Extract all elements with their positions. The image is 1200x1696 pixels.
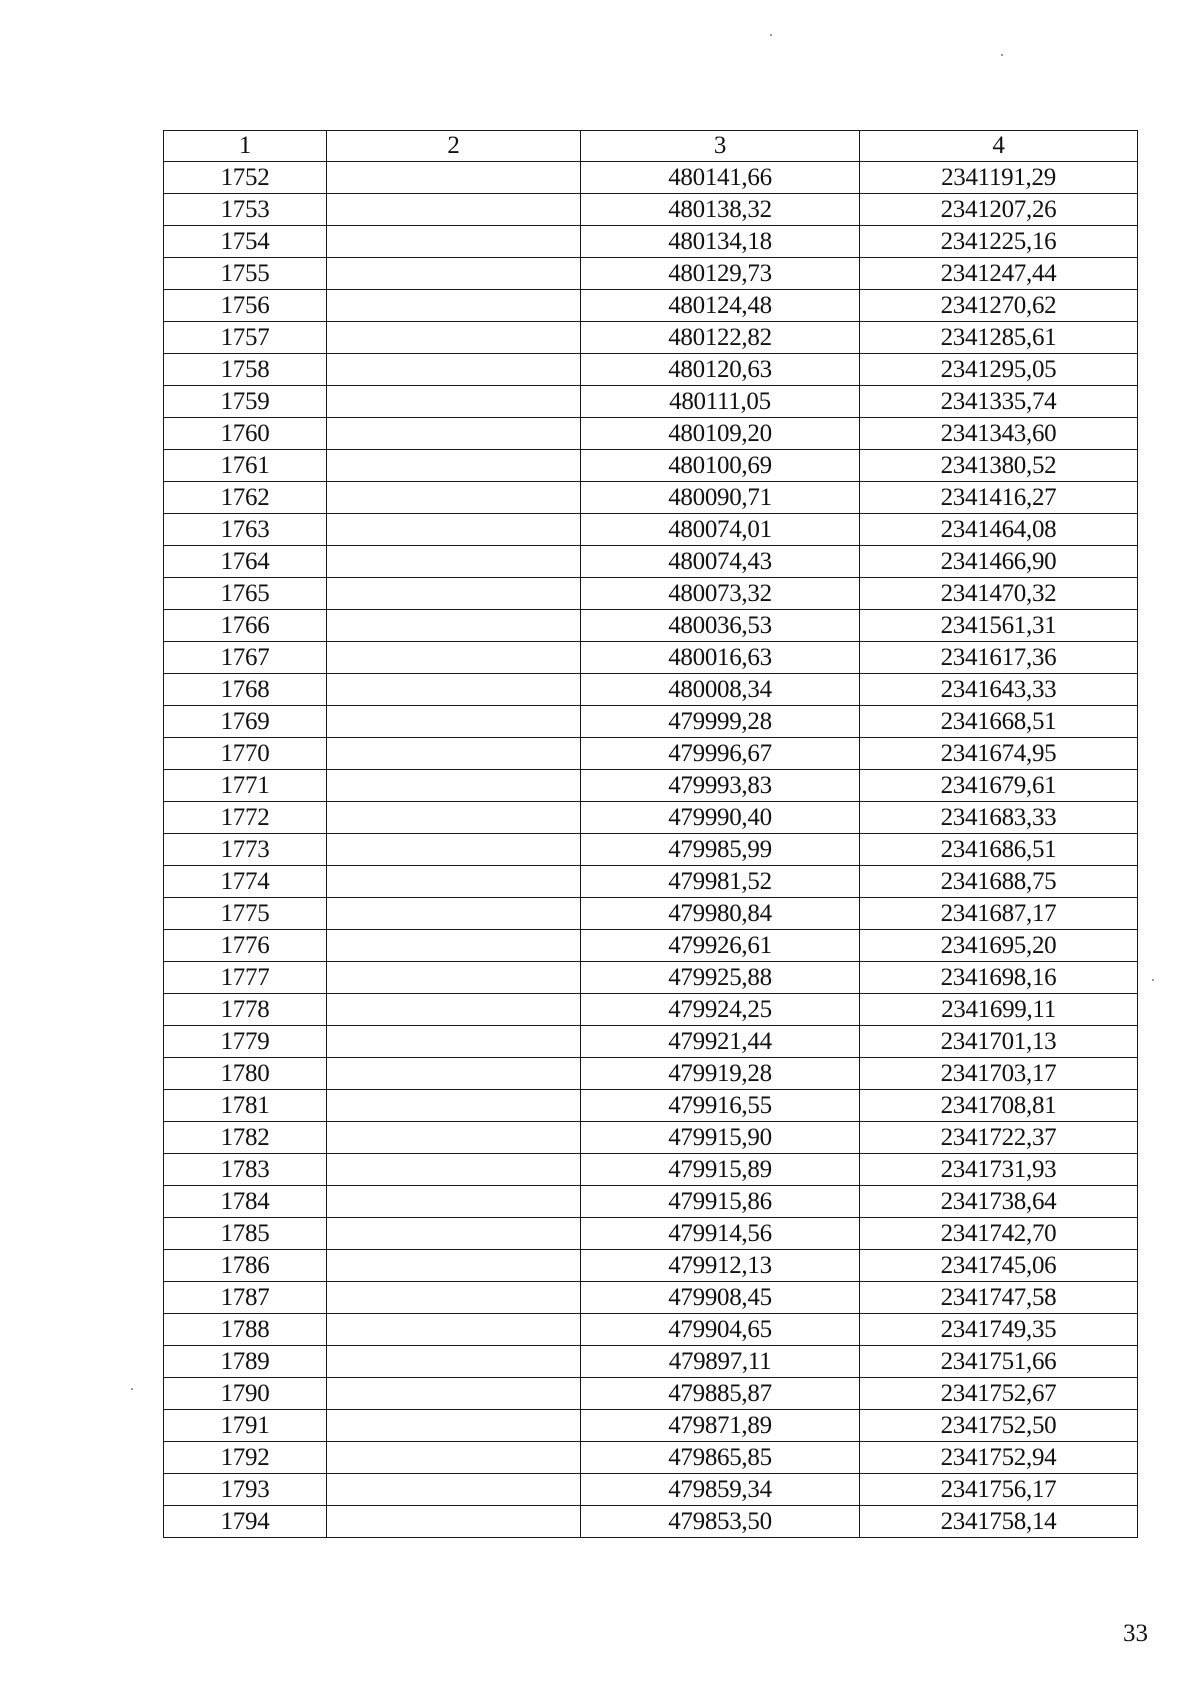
y-coordinate-cell: 2341747,58: [860, 1282, 1138, 1314]
y-coordinate-cell: 2341207,26: [860, 194, 1138, 226]
point-number-cell: 1772: [164, 802, 327, 834]
point-number-cell: 1757: [164, 322, 327, 354]
empty-cell: [327, 1378, 581, 1410]
point-number-cell: 1779: [164, 1026, 327, 1058]
empty-cell: [327, 898, 581, 930]
point-number-cell: 1758: [164, 354, 327, 386]
table-row: [164, 962, 1138, 994]
table-row: [164, 1442, 1138, 1474]
empty-cell: [327, 482, 581, 514]
y-coordinate-cell: 2341695,20: [860, 930, 1138, 962]
table-row: [164, 578, 1138, 610]
point-number-cell: 1792: [164, 1442, 327, 1474]
x-coordinate-cell: 479908,45: [581, 1282, 860, 1314]
y-coordinate-cell: 2341191,29: [860, 162, 1138, 194]
point-number-cell: 1776: [164, 930, 327, 962]
table-row: [164, 418, 1138, 450]
y-coordinate-cell: 2341752,50: [860, 1410, 1138, 1442]
empty-cell: [327, 738, 581, 770]
y-coordinate-cell: 2341687,17: [860, 898, 1138, 930]
x-coordinate-cell: 480111,05: [581, 386, 860, 418]
y-coordinate-cell: 2341674,95: [860, 738, 1138, 770]
point-number-cell: 1766: [164, 610, 327, 642]
empty-cell: [327, 546, 581, 578]
y-coordinate-cell: 2341335,74: [860, 386, 1138, 418]
x-coordinate-cell: 479985,99: [581, 834, 860, 866]
empty-cell: [327, 994, 581, 1026]
empty-cell: [327, 610, 581, 642]
point-number-cell: 1778: [164, 994, 327, 1026]
x-coordinate-cell: 479914,56: [581, 1218, 860, 1250]
x-coordinate-cell: 480129,73: [581, 258, 860, 290]
x-coordinate-cell: 479897,11: [581, 1346, 860, 1378]
x-coordinate-cell: 480073,32: [581, 578, 860, 610]
point-number-cell: 1764: [164, 546, 327, 578]
point-number-cell: 1786: [164, 1250, 327, 1282]
table-row: [164, 1250, 1138, 1282]
x-coordinate-cell: 479925,88: [581, 962, 860, 994]
empty-cell: [327, 258, 581, 290]
y-coordinate-cell: 2341752,67: [860, 1378, 1138, 1410]
empty-cell: [327, 578, 581, 610]
table-row: [164, 802, 1138, 834]
point-number-cell: 1760: [164, 418, 327, 450]
table-row: [164, 194, 1138, 226]
empty-cell: [327, 834, 581, 866]
empty-cell: [327, 1154, 581, 1186]
empty-cell: [327, 642, 581, 674]
empty-cell: [327, 322, 581, 354]
point-number-cell: 1762: [164, 482, 327, 514]
x-coordinate-cell: 479865,85: [581, 1442, 860, 1474]
y-coordinate-cell: 2341466,90: [860, 546, 1138, 578]
point-number-cell: 1755: [164, 258, 327, 290]
x-coordinate-cell: 480141,66: [581, 162, 860, 194]
point-number-cell: 1775: [164, 898, 327, 930]
y-coordinate-cell: 2341688,75: [860, 866, 1138, 898]
y-coordinate-cell: 2341749,35: [860, 1314, 1138, 1346]
x-coordinate-cell: 480134,18: [581, 226, 860, 258]
empty-cell: [327, 1186, 581, 1218]
point-number-cell: 1771: [164, 770, 327, 802]
point-number-cell: 1777: [164, 962, 327, 994]
point-number-cell: 1794: [164, 1506, 327, 1538]
table-row: [164, 290, 1138, 322]
x-coordinate-cell: 479885,87: [581, 1378, 860, 1410]
x-coordinate-cell: 479999,28: [581, 706, 860, 738]
table-row: [164, 1154, 1138, 1186]
empty-cell: [327, 226, 581, 258]
point-number-cell: 1773: [164, 834, 327, 866]
empty-cell: [327, 1410, 581, 1442]
column-header: 1: [164, 131, 327, 162]
empty-cell: [327, 1474, 581, 1506]
table-row: [164, 546, 1138, 578]
x-coordinate-cell: 479990,40: [581, 802, 860, 834]
table-row: [164, 706, 1138, 738]
x-coordinate-cell: 480120,63: [581, 354, 860, 386]
point-number-cell: 1793: [164, 1474, 327, 1506]
empty-cell: [327, 1058, 581, 1090]
page-number: 33: [1123, 1620, 1148, 1647]
table-row: [164, 1474, 1138, 1506]
table-row: [164, 322, 1138, 354]
empty-cell: [327, 962, 581, 994]
table-row: [164, 226, 1138, 258]
empty-cell: [327, 706, 581, 738]
table-row: [164, 482, 1138, 514]
table-row: [164, 386, 1138, 418]
x-coordinate-cell: 479996,67: [581, 738, 860, 770]
empty-cell: [327, 1282, 581, 1314]
table-row: [164, 450, 1138, 482]
y-coordinate-cell: 2341679,61: [860, 770, 1138, 802]
empty-cell: [327, 354, 581, 386]
y-coordinate-cell: 2341343,60: [860, 418, 1138, 450]
x-coordinate-cell: 479924,25: [581, 994, 860, 1026]
table-row: [164, 994, 1138, 1026]
empty-cell: [327, 1346, 581, 1378]
y-coordinate-cell: 2341270,62: [860, 290, 1138, 322]
table-row: [164, 1410, 1138, 1442]
y-coordinate-cell: 2341751,66: [860, 1346, 1138, 1378]
y-coordinate-cell: 2341699,11: [860, 994, 1138, 1026]
table-row: [164, 610, 1138, 642]
table-row: [164, 354, 1138, 386]
empty-cell: [327, 386, 581, 418]
table-row: [164, 1346, 1138, 1378]
x-coordinate-cell: 479921,44: [581, 1026, 860, 1058]
point-number-cell: 1769: [164, 706, 327, 738]
empty-cell: [327, 674, 581, 706]
y-coordinate-cell: 2341756,17: [860, 1474, 1138, 1506]
point-number-cell: 1756: [164, 290, 327, 322]
empty-cell: [327, 1506, 581, 1538]
y-coordinate-cell: 2341758,14: [860, 1506, 1138, 1538]
x-coordinate-cell: 479980,84: [581, 898, 860, 930]
table-row: [164, 1090, 1138, 1122]
point-number-cell: 1767: [164, 642, 327, 674]
empty-cell: [327, 770, 581, 802]
x-coordinate-cell: 480074,01: [581, 514, 860, 546]
empty-cell: [327, 1218, 581, 1250]
point-number-cell: 1752: [164, 162, 327, 194]
y-coordinate-cell: 2341470,32: [860, 578, 1138, 610]
y-coordinate-cell: 2341698,16: [860, 962, 1138, 994]
column-header: 2: [327, 131, 581, 162]
x-coordinate-cell: 480008,34: [581, 674, 860, 706]
x-coordinate-cell: 479915,86: [581, 1186, 860, 1218]
point-number-cell: 1787: [164, 1282, 327, 1314]
y-coordinate-cell: 2341683,33: [860, 802, 1138, 834]
empty-cell: [327, 1442, 581, 1474]
column-header: 3: [581, 131, 860, 162]
scan-speck: [1152, 979, 1154, 981]
table-row: [164, 1218, 1138, 1250]
y-coordinate-cell: 2341561,31: [860, 610, 1138, 642]
empty-cell: [327, 802, 581, 834]
y-coordinate-cell: 2341668,51: [860, 706, 1138, 738]
x-coordinate-cell: 480124,48: [581, 290, 860, 322]
y-coordinate-cell: 2341703,17: [860, 1058, 1138, 1090]
point-number-cell: 1791: [164, 1410, 327, 1442]
x-coordinate-cell: 479919,28: [581, 1058, 860, 1090]
x-coordinate-cell: 479993,83: [581, 770, 860, 802]
table-row: [164, 162, 1138, 194]
x-coordinate-cell: 479904,65: [581, 1314, 860, 1346]
table-header-row: [164, 131, 1138, 162]
y-coordinate-cell: 2341731,93: [860, 1154, 1138, 1186]
y-coordinate-cell: 2341701,13: [860, 1026, 1138, 1058]
empty-cell: [327, 866, 581, 898]
x-coordinate-cell: 480036,53: [581, 610, 860, 642]
empty-cell: [327, 514, 581, 546]
point-number-cell: 1761: [164, 450, 327, 482]
empty-cell: [327, 1090, 581, 1122]
point-number-cell: 1770: [164, 738, 327, 770]
y-coordinate-cell: 2341416,27: [860, 482, 1138, 514]
scan-speck: [1001, 54, 1003, 56]
table-body: [164, 162, 1138, 1538]
point-number-cell: 1763: [164, 514, 327, 546]
x-coordinate-cell: 480122,82: [581, 322, 860, 354]
x-coordinate-cell: 479915,90: [581, 1122, 860, 1154]
empty-cell: [327, 194, 581, 226]
table-row: [164, 1282, 1138, 1314]
table-row: [164, 1314, 1138, 1346]
table-row: [164, 930, 1138, 962]
point-number-cell: 1765: [164, 578, 327, 610]
point-number-cell: 1785: [164, 1218, 327, 1250]
point-number-cell: 1759: [164, 386, 327, 418]
y-coordinate-cell: 2341722,37: [860, 1122, 1138, 1154]
table-row: [164, 1122, 1138, 1154]
scan-speck: [131, 1388, 133, 1390]
table-row: [164, 514, 1138, 546]
x-coordinate-cell: 480109,20: [581, 418, 860, 450]
empty-cell: [327, 1026, 581, 1058]
y-coordinate-cell: 2341380,52: [860, 450, 1138, 482]
empty-cell: [327, 1122, 581, 1154]
point-number-cell: 1788: [164, 1314, 327, 1346]
table-row: [164, 258, 1138, 290]
empty-cell: [327, 1314, 581, 1346]
empty-cell: [327, 290, 581, 322]
table-row: [164, 1026, 1138, 1058]
table-row: [164, 1506, 1138, 1538]
table-row: [164, 1186, 1138, 1218]
x-coordinate-cell: 480016,63: [581, 642, 860, 674]
y-coordinate-cell: 2341295,05: [860, 354, 1138, 386]
table-row: [164, 898, 1138, 930]
point-number-cell: 1784: [164, 1186, 327, 1218]
column-header: 4: [860, 131, 1138, 162]
table-row: [164, 834, 1138, 866]
point-number-cell: 1790: [164, 1378, 327, 1410]
empty-cell: [327, 162, 581, 194]
empty-cell: [327, 418, 581, 450]
x-coordinate-cell: 480100,69: [581, 450, 860, 482]
table-row: [164, 738, 1138, 770]
x-coordinate-cell: 480074,43: [581, 546, 860, 578]
y-coordinate-cell: 2341745,06: [860, 1250, 1138, 1282]
empty-cell: [327, 450, 581, 482]
point-number-cell: 1780: [164, 1058, 327, 1090]
x-coordinate-cell: 479853,50: [581, 1506, 860, 1538]
empty-cell: [327, 930, 581, 962]
point-number-cell: 1774: [164, 866, 327, 898]
x-coordinate-cell: 479859,34: [581, 1474, 860, 1506]
point-number-cell: 1754: [164, 226, 327, 258]
scan-speck: [770, 34, 772, 36]
point-number-cell: 1783: [164, 1154, 327, 1186]
point-number-cell: 1768: [164, 674, 327, 706]
x-coordinate-cell: 479915,89: [581, 1154, 860, 1186]
table-row: [164, 642, 1138, 674]
x-coordinate-cell: 479981,52: [581, 866, 860, 898]
y-coordinate-cell: 2341464,08: [860, 514, 1138, 546]
point-number-cell: 1781: [164, 1090, 327, 1122]
y-coordinate-cell: 2341643,33: [860, 674, 1138, 706]
table-row: [164, 866, 1138, 898]
empty-cell: [327, 1250, 581, 1282]
point-number-cell: 1753: [164, 194, 327, 226]
y-coordinate-cell: 2341617,36: [860, 642, 1138, 674]
table-row: [164, 674, 1138, 706]
y-coordinate-cell: 2341738,64: [860, 1186, 1138, 1218]
point-number-cell: 1789: [164, 1346, 327, 1378]
x-coordinate-cell: 479916,55: [581, 1090, 860, 1122]
y-coordinate-cell: 2341686,51: [860, 834, 1138, 866]
x-coordinate-cell: 480090,71: [581, 482, 860, 514]
table-row: [164, 770, 1138, 802]
y-coordinate-cell: 2341752,94: [860, 1442, 1138, 1474]
table-row: [164, 1058, 1138, 1090]
y-coordinate-cell: 2341708,81: [860, 1090, 1138, 1122]
table-row: [164, 1378, 1138, 1410]
point-number-cell: 1782: [164, 1122, 327, 1154]
y-coordinate-cell: 2341285,61: [860, 322, 1138, 354]
y-coordinate-cell: 2341247,44: [860, 258, 1138, 290]
x-coordinate-cell: 479912,13: [581, 1250, 860, 1282]
x-coordinate-cell: 479926,61: [581, 930, 860, 962]
y-coordinate-cell: 2341225,16: [860, 226, 1138, 258]
y-coordinate-cell: 2341742,70: [860, 1218, 1138, 1250]
x-coordinate-cell: 479871,89: [581, 1410, 860, 1442]
coordinates-table: [163, 130, 1138, 1538]
x-coordinate-cell: 480138,32: [581, 194, 860, 226]
